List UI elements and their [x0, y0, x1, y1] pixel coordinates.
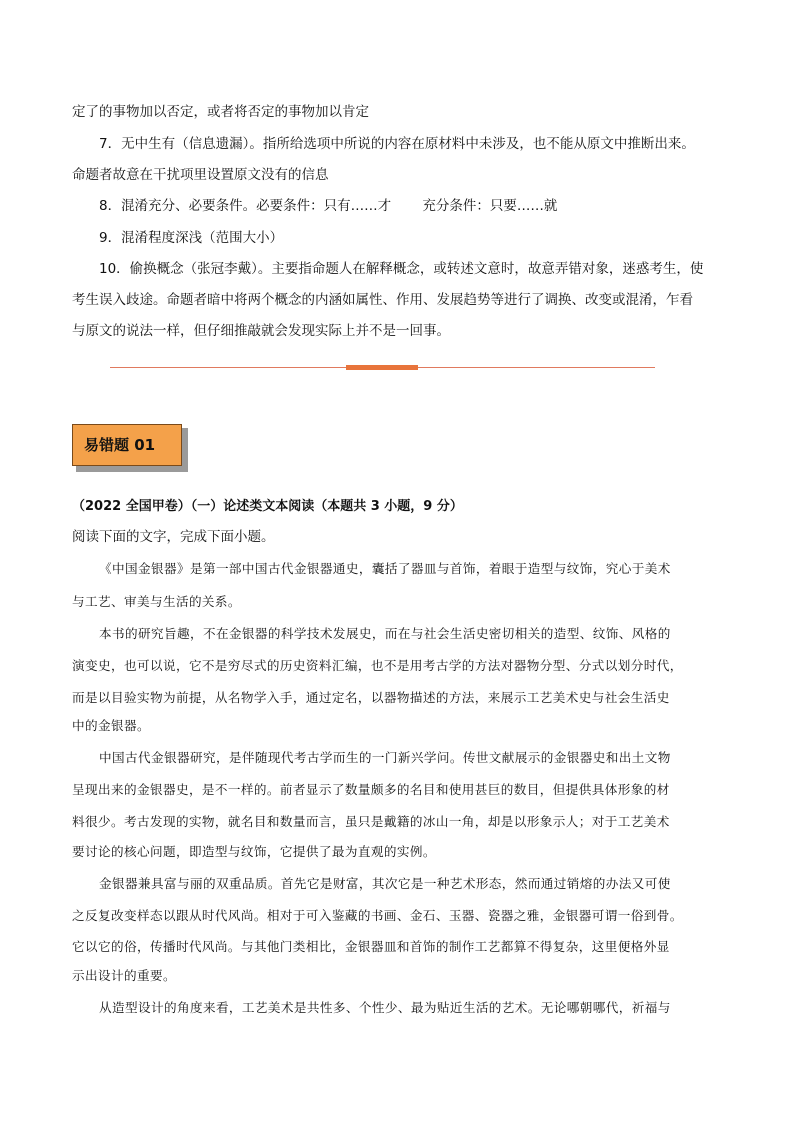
question-header: （2022 全国甲卷）（一）论述类文本阅读（本题共 3 小题，9 分） — [72, 499, 463, 514]
passage-p3-line-1: 中国古代金银器研究，是伴随现代考古学而生的一门新兴学问。传世文献展示的金银器史和出土文物 — [99, 750, 671, 765]
item-10-line-2: 考生误入歧途。命题者暗中将两个概念的内涵如属性、作用、发展趋势等进行了调换、改变或混淆，乍看 — [72, 292, 693, 308]
passage-p1-line-2: 与工艺、审美与生活的关系。 — [72, 594, 241, 609]
item-7-line-2: 命题者故意在干扰项里设置原文没有的信息 — [72, 167, 329, 183]
passage-p3-line-4: 要讨论的核心问题，即造型与纹饰，它提供了最为直观的实例。 — [72, 844, 436, 859]
passage-p4-line-4: 示出设计的重要。 — [72, 968, 176, 983]
passage-p2-line-1: 本书的研究旨趣，不在金银器的科学技术发展史，而在与社会生活史密切相关的造型、纹饰、风格的 — [99, 626, 671, 641]
passage-p4-line-3: 它以它的俗，传播时代风尚。与其他门类相比，金银器皿和首饰的制作工艺都算不得复杂，这里便格外显 — [72, 939, 670, 954]
passage-p4-line-1: 金银器兼具富与丽的双重品质。首先它是财富，其次它是一种艺术形态，然而通过销熔的办法又可使 — [99, 876, 671, 891]
passage-p3-line-3: 料很少。考古发现的实物，就名目和数量而言，虽只是戴籍的冰山一角，却是以形象示人；对于工艺美术 — [72, 814, 670, 829]
passage-p5-line-1: 从造型设计的角度来看，工艺美术是共性多、个性少、最为贴近生活的艺术。无论哪朝哪代，祈福与 — [99, 1000, 671, 1015]
item-8: 8．混淆充分、必要条件。必要条件：只有……才 充分条件：只要……就 — [99, 198, 558, 214]
item-10-line-3: 与原文的说法一样，但仔细推敲就会发现实际上并不是一回事。 — [72, 323, 450, 339]
error-prone-badge: 易错题 01 — [72, 424, 182, 466]
item-7-line-1: 7．无中生有（信息遗漏）。指所给选项中所说的内容在原材料中未涉及，也不能从原文中推断出来。 — [99, 136, 695, 152]
passage-p4-line-2: 之反复改变样态以跟从时代风尚。相对于可入鉴藏的书画、金石、玉器、瓷器之雅，金银器可谓一俗到骨。 — [72, 908, 683, 923]
item-9: 9．混淆程度深浅（范围大小） — [99, 230, 284, 246]
passage-p2-line-2: 演变史，也可以说，它不是穷尽式的历史资料汇编，也不是用考古学的方法对器物分型、分式以划分时代， — [72, 658, 683, 673]
intro-line-1: 定了的事物加以否定，或者将否定的事物加以肯定 — [72, 104, 369, 120]
passage-p3-line-2: 呈现出来的金银器史，是不一样的。前者显示了数量颇多的名目和使用甚巨的数目，但提供具体形象的材 — [72, 782, 670, 797]
item-10-line-1: 10．偷换概念（张冠李戴）。主要指命题人在解释概念，或转述文意时，故意弄错对象，迷惑考生，使 — [99, 261, 704, 277]
passage-p2-line-4: 中的金银器。 — [72, 718, 150, 733]
passage-p2-line-3: 而是以目验实物为前提，从名物学入手，通过定名，以器物描述的方法，来展示工艺美术史与社会生活史 — [72, 690, 670, 705]
section-divider-mark — [346, 365, 418, 370]
question-instruction: 阅读下面的文字，完成下面小题。 — [72, 529, 275, 545]
passage-p1-line-1: 《中国金银器》是第一部中国古代金银器通史，囊括了器皿与首饰，着眼于造型与纹饰，究心于美术 — [99, 561, 671, 576]
